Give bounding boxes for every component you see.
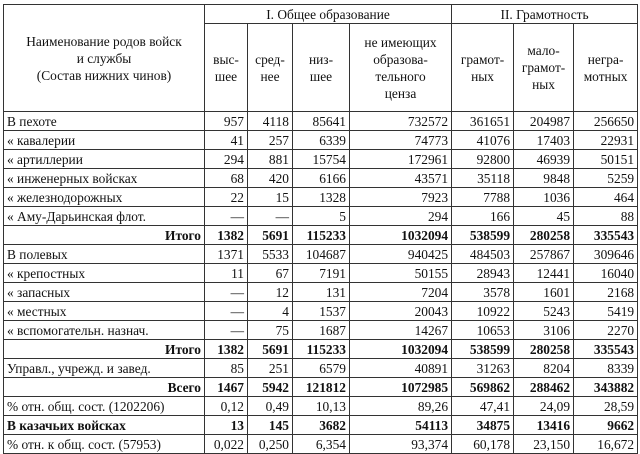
- table-cell: 0,12: [205, 397, 248, 416]
- table-row: [4, 245, 638, 264]
- table-cell: —: [205, 321, 248, 340]
- row-label: « инженерных войсках: [4, 169, 205, 188]
- table-cell: 7788: [452, 188, 514, 207]
- table-cell: 5259: [574, 169, 638, 188]
- table-cell: 43571: [350, 169, 452, 188]
- group-header-education: I. Общее образование: [205, 5, 452, 24]
- table-cell: 115233: [293, 340, 350, 359]
- row-label: « крепостных: [4, 264, 205, 283]
- table-row: [4, 397, 638, 416]
- col-header-higher: выс- шее: [205, 24, 248, 112]
- table-cell: 24,09: [514, 397, 574, 416]
- table-cell: 121812: [293, 378, 350, 397]
- table-cell: 45: [514, 207, 574, 226]
- row-label: « Аму-Дарьинская флот.: [4, 207, 205, 226]
- table-cell: 115233: [293, 226, 350, 245]
- col-header-semi-literate: мало- грамот- ных: [514, 24, 574, 112]
- table-cell: 538599: [452, 226, 514, 245]
- table-cell: 5942: [248, 378, 293, 397]
- table-cell: 257: [248, 131, 293, 150]
- table-cell: 172961: [350, 150, 452, 169]
- table-cell: 11: [205, 264, 248, 283]
- table-cell: 35118: [452, 169, 514, 188]
- table-cell: 1032094: [350, 340, 452, 359]
- table-cell: 294: [350, 207, 452, 226]
- table-cell: 2270: [574, 321, 638, 340]
- table-cell: 7923: [350, 188, 452, 207]
- table-cell: 50155: [350, 264, 452, 283]
- table-cell: 1328: [293, 188, 350, 207]
- table-cell: 5: [293, 207, 350, 226]
- row-label: Управл., учрежд. и завед.: [4, 359, 205, 378]
- table-row: [4, 340, 638, 359]
- row-label: « запасных: [4, 283, 205, 302]
- table-row: [4, 188, 638, 207]
- table-cell: 15: [248, 188, 293, 207]
- table-cell: —: [205, 207, 248, 226]
- table-cell: 145: [248, 416, 293, 435]
- table-cell: 34875: [452, 416, 514, 435]
- table-cell: 6339: [293, 131, 350, 150]
- table-row: [4, 302, 638, 321]
- table-cell: 40891: [350, 359, 452, 378]
- table-cell: 13416: [514, 416, 574, 435]
- table-cell: 569862: [452, 378, 514, 397]
- table-cell: 256650: [574, 112, 638, 131]
- table-cell: 280258: [514, 226, 574, 245]
- header-row-top: [4, 5, 638, 24]
- table-cell: 75: [248, 321, 293, 340]
- table-cell: 1036: [514, 188, 574, 207]
- row-label-header: Наименование родов войск и службы (Состав нижних чинов): [4, 5, 205, 112]
- row-label: Итого: [4, 340, 205, 359]
- table-cell: 8204: [514, 359, 574, 378]
- table-cell: —: [205, 283, 248, 302]
- table-cell: 2168: [574, 283, 638, 302]
- table-body: [4, 112, 638, 454]
- table-cell: 47,41: [452, 397, 514, 416]
- table-row: [4, 378, 638, 397]
- table-cell: 9662: [574, 416, 638, 435]
- table-cell: 5691: [248, 340, 293, 359]
- table-cell: 20043: [350, 302, 452, 321]
- table-cell: 464: [574, 188, 638, 207]
- table-cell: 22: [205, 188, 248, 207]
- table-cell: 46939: [514, 150, 574, 169]
- table-cell: 7191: [293, 264, 350, 283]
- table-cell: 60,178: [452, 435, 514, 454]
- col-header-lower: низ- шее: [293, 24, 350, 112]
- table-cell: —: [205, 302, 248, 321]
- table-cell: 15754: [293, 150, 350, 169]
- table-cell: 54113: [350, 416, 452, 435]
- col-header-no-education: не имеющих образова- тельного ценза: [350, 24, 452, 112]
- table-cell: 131: [293, 283, 350, 302]
- table-cell: 13: [205, 416, 248, 435]
- table-cell: —: [248, 207, 293, 226]
- row-label: « артиллерии: [4, 150, 205, 169]
- table-cell: 204987: [514, 112, 574, 131]
- row-label: % отн. к общ. сост. (57953): [4, 435, 205, 454]
- col-header-illiterate: негра- мотных: [574, 24, 638, 112]
- table-cell: 335543: [574, 226, 638, 245]
- table-cell: 1601: [514, 283, 574, 302]
- table-cell: 8339: [574, 359, 638, 378]
- row-label: Всего: [4, 378, 205, 397]
- table-cell: 88: [574, 207, 638, 226]
- table-cell: 1371: [205, 245, 248, 264]
- table-cell: 294: [205, 150, 248, 169]
- table-cell: 420: [248, 169, 293, 188]
- table-cell: 3578: [452, 283, 514, 302]
- table-cell: 4118: [248, 112, 293, 131]
- table-row: [4, 207, 638, 226]
- table-row: [4, 264, 638, 283]
- row-label: В казачьих войсках: [4, 416, 205, 435]
- table-cell: 41: [205, 131, 248, 150]
- table-cell: 89,26: [350, 397, 452, 416]
- table-cell: 1382: [205, 226, 248, 245]
- table-cell: 1072985: [350, 378, 452, 397]
- table-cell: 1467: [205, 378, 248, 397]
- table-cell: 257867: [514, 245, 574, 264]
- table-row: [4, 226, 638, 245]
- table-cell: 251: [248, 359, 293, 378]
- table-cell: 67: [248, 264, 293, 283]
- table-cell: 23,150: [514, 435, 574, 454]
- table-row: [4, 131, 638, 150]
- table-cell: 6,354: [293, 435, 350, 454]
- col-header-secondary: сред- нее: [248, 24, 293, 112]
- table-cell: 7204: [350, 283, 452, 302]
- table-cell: 0,250: [248, 435, 293, 454]
- table-cell: 9848: [514, 169, 574, 188]
- table-cell: 484503: [452, 245, 514, 264]
- table-row: [4, 112, 638, 131]
- table-cell: 28,59: [574, 397, 638, 416]
- table-cell: 17403: [514, 131, 574, 150]
- table-cell: 3106: [514, 321, 574, 340]
- table-cell: 14267: [350, 321, 452, 340]
- table-cell: 335543: [574, 340, 638, 359]
- table-cell: 85: [205, 359, 248, 378]
- statistics-table: [3, 4, 638, 454]
- table-cell: 288462: [514, 378, 574, 397]
- table-cell: 732572: [350, 112, 452, 131]
- table-cell: 361651: [452, 112, 514, 131]
- table-cell: 5533: [248, 245, 293, 264]
- row-label: « железнодорожных: [4, 188, 205, 207]
- row-label: « кавалерии: [4, 131, 205, 150]
- table-cell: 31263: [452, 359, 514, 378]
- table-row: [4, 435, 638, 454]
- table-cell: 68: [205, 169, 248, 188]
- table-cell: 881: [248, 150, 293, 169]
- row-label: В полевых: [4, 245, 205, 264]
- table-cell: 5691: [248, 226, 293, 245]
- table-row: [4, 321, 638, 340]
- table-cell: 10653: [452, 321, 514, 340]
- table-cell: 16,672: [574, 435, 638, 454]
- row-label: % отн. общ. сост. (1202206): [4, 397, 205, 416]
- table-cell: 5243: [514, 302, 574, 321]
- table-cell: 22931: [574, 131, 638, 150]
- table-cell: 85641: [293, 112, 350, 131]
- table-cell: 538599: [452, 340, 514, 359]
- table-cell: 1032094: [350, 226, 452, 245]
- table-cell: 3682: [293, 416, 350, 435]
- table-cell: 0,49: [248, 397, 293, 416]
- row-label: « местных: [4, 302, 205, 321]
- table-cell: 957: [205, 112, 248, 131]
- table-cell: 0,022: [205, 435, 248, 454]
- table-cell: 343882: [574, 378, 638, 397]
- table-cell: 5419: [574, 302, 638, 321]
- row-label: « вспомогательн. назнач.: [4, 321, 205, 340]
- table-row: [4, 416, 638, 435]
- table-row: [4, 169, 638, 188]
- row-label: Итого: [4, 226, 205, 245]
- table-cell: 1382: [205, 340, 248, 359]
- table-cell: 1537: [293, 302, 350, 321]
- table-cell: 12441: [514, 264, 574, 283]
- table-cell: 41076: [452, 131, 514, 150]
- table-row: [4, 359, 638, 378]
- table-cell: 4: [248, 302, 293, 321]
- table-cell: 104687: [293, 245, 350, 264]
- table-cell: 940425: [350, 245, 452, 264]
- table-cell: 50151: [574, 150, 638, 169]
- table-cell: 10,13: [293, 397, 350, 416]
- table-cell: 166: [452, 207, 514, 226]
- table-cell: 1687: [293, 321, 350, 340]
- table-cell: 92800: [452, 150, 514, 169]
- table-cell: 280258: [514, 340, 574, 359]
- table-cell: 6579: [293, 359, 350, 378]
- table-cell: 28943: [452, 264, 514, 283]
- table-cell: 93,374: [350, 435, 452, 454]
- row-label: В пехоте: [4, 112, 205, 131]
- table-cell: 6166: [293, 169, 350, 188]
- table-row: [4, 150, 638, 169]
- table-row: [4, 283, 638, 302]
- table-cell: 309646: [574, 245, 638, 264]
- table-cell: 74773: [350, 131, 452, 150]
- col-header-literate: грамот- ных: [452, 24, 514, 112]
- group-header-literacy: II. Грамотность: [452, 5, 638, 24]
- table-cell: 16040: [574, 264, 638, 283]
- table-cell: 10922: [452, 302, 514, 321]
- table-cell: 12: [248, 283, 293, 302]
